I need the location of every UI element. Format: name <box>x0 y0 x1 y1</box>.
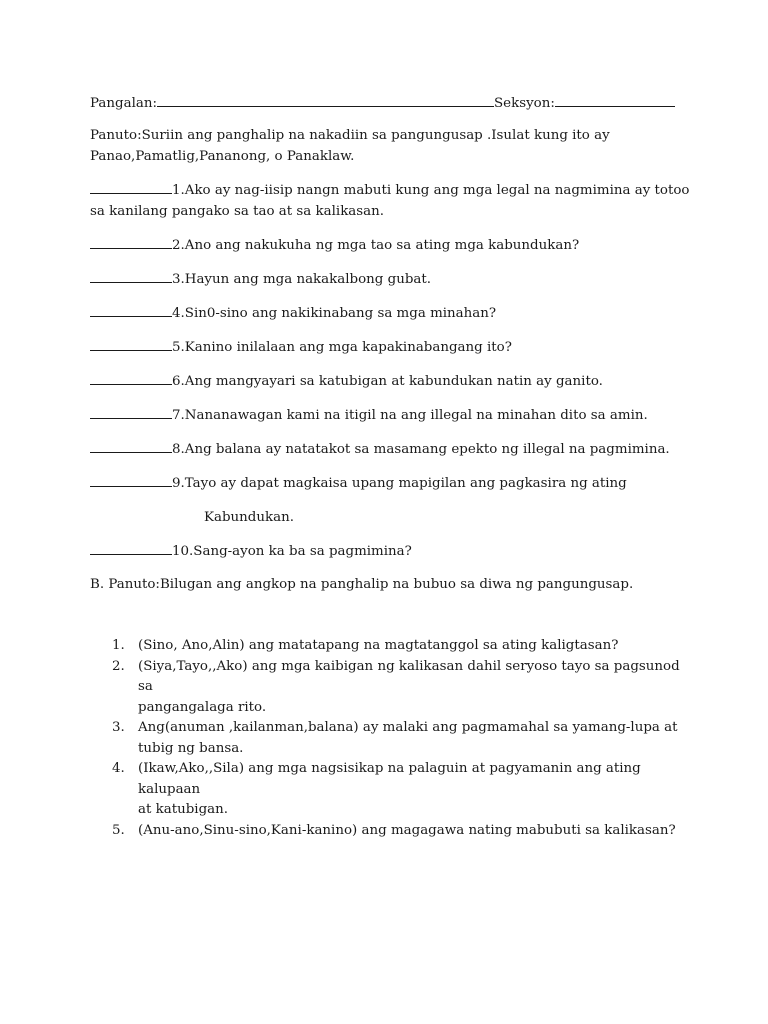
item-line: pangangalaga rito. <box>138 699 267 715</box>
part-b-item-4 <box>90 759 690 821</box>
item-9-continuation: Kabundukan. <box>204 510 294 525</box>
item-1-continuation: sa kanilang pangako sa tao at sa kalikasan. <box>90 204 385 219</box>
item-text: 9.Tayo ay dapat magkaisa upang mapigilan ang pagkasira ng ating <box>172 476 627 491</box>
answer-blank-5[interactable] <box>90 336 172 351</box>
item-text: 2.Ano ang nakukuha ng mga tao sa ating mga kabundukan? <box>172 238 580 253</box>
name-label: Pangalan: <box>90 96 157 111</box>
answer-blank-6[interactable] <box>90 370 172 385</box>
answer-blank-3[interactable] <box>90 268 172 283</box>
item-line: (Anu-ano,Sinu-sino,Kani-kanino) ang magagawa nating mabubuti sa kalikasan? <box>138 822 676 838</box>
item-line: Ang(anuman ,kailanman,balana) ay malaki ang pagmamahal sa yamang-lupa at <box>138 720 678 735</box>
item-number: 3. <box>112 720 125 735</box>
header-row <box>90 92 690 114</box>
part-b-instructions: B. Panuto:Bilugan ang angkop na panghalip na bubuo sa diwa ng pangungusap. <box>90 577 634 592</box>
item-line: (Sino, Ano,Alin) ang matatapang na magtatanggol sa ating kaligtasan? <box>138 638 619 653</box>
part-b-list <box>90 636 690 841</box>
part-a-item-6 <box>90 370 690 392</box>
item-number: 1. <box>112 638 125 653</box>
item-line: (Ikaw,Ako,,Sila) ang mga nagsisikap na palaguin at pagyamanin ang ating kalupaan <box>138 761 641 797</box>
section-blank[interactable] <box>555 92 675 107</box>
item-text: 6.Ang mangyayari sa katubigan at kabundukan natin ay ganito. <box>172 374 603 389</box>
item-text: 1.Ako ay nag-iisip nangn mabuti kung ang mga legal na nagmimina ay totoo <box>172 183 690 198</box>
worksheet <box>90 92 690 841</box>
item-line: tubig ng bansa. <box>138 740 244 756</box>
part-a-item-7 <box>90 404 690 426</box>
item-line: (Siya,Tayo,,Ako) ang mga kaibigan ng kalikasan dahil seryoso tayo sa pagsunod sa <box>138 658 680 694</box>
answer-blank-7[interactable] <box>90 404 172 419</box>
item-number: 2. <box>112 658 125 674</box>
item-number: 4. <box>112 761 125 776</box>
part-a-item-4 <box>90 302 690 324</box>
part-b-item-5 <box>90 821 690 842</box>
answer-blank-4[interactable] <box>90 302 172 317</box>
part-a-item-10 <box>90 540 690 562</box>
answer-blank-2[interactable] <box>90 234 172 249</box>
answer-blank-8[interactable] <box>90 438 172 453</box>
part-a-item-8 <box>90 438 690 460</box>
part-a-item-9 <box>90 472 690 528</box>
answer-blank-9[interactable] <box>90 472 172 487</box>
part-a-item-3 <box>90 268 690 290</box>
item-line: at katubigan. <box>138 802 229 817</box>
item-number: 5. <box>112 822 125 838</box>
part-a-instructions: Panuto:Suriin ang panghalip na nakadiin sa pangungusap .Isulat kung ito ay Panao,Pamatlig,Pananong, o Panaklaw. <box>90 128 610 164</box>
name-blank[interactable] <box>157 92 494 107</box>
answer-blank-10[interactable] <box>90 540 172 555</box>
item-text: 10.Sang-ayon ka ba sa pagmimina? <box>172 544 412 559</box>
part-a-item-5 <box>90 336 690 358</box>
item-text: 3.Hayun ang mga nakakalbong gubat. <box>172 272 432 287</box>
part-b-item-1 <box>90 636 690 657</box>
part-b-item-2 <box>90 657 690 719</box>
section-label: Seksyon: <box>493 96 555 111</box>
part-b-item-3 <box>90 718 690 759</box>
item-text: 4.Sin0-sino ang nakikinabang sa mga minahan? <box>172 306 497 321</box>
item-text: 5.Kanino inilalaan ang mga kapakinabangang ito? <box>172 340 512 355</box>
answer-blank-1[interactable] <box>90 179 172 194</box>
part-a-item-1 <box>90 179 690 222</box>
part-a-item-2 <box>90 234 690 256</box>
item-text: 7.Nananawagan kami na itigil na ang illegal na minahan dito sa amin. <box>172 408 648 423</box>
item-text: 8.Ang balana ay natatakot sa masamang epekto ng illegal na pagmimina. <box>172 442 670 457</box>
